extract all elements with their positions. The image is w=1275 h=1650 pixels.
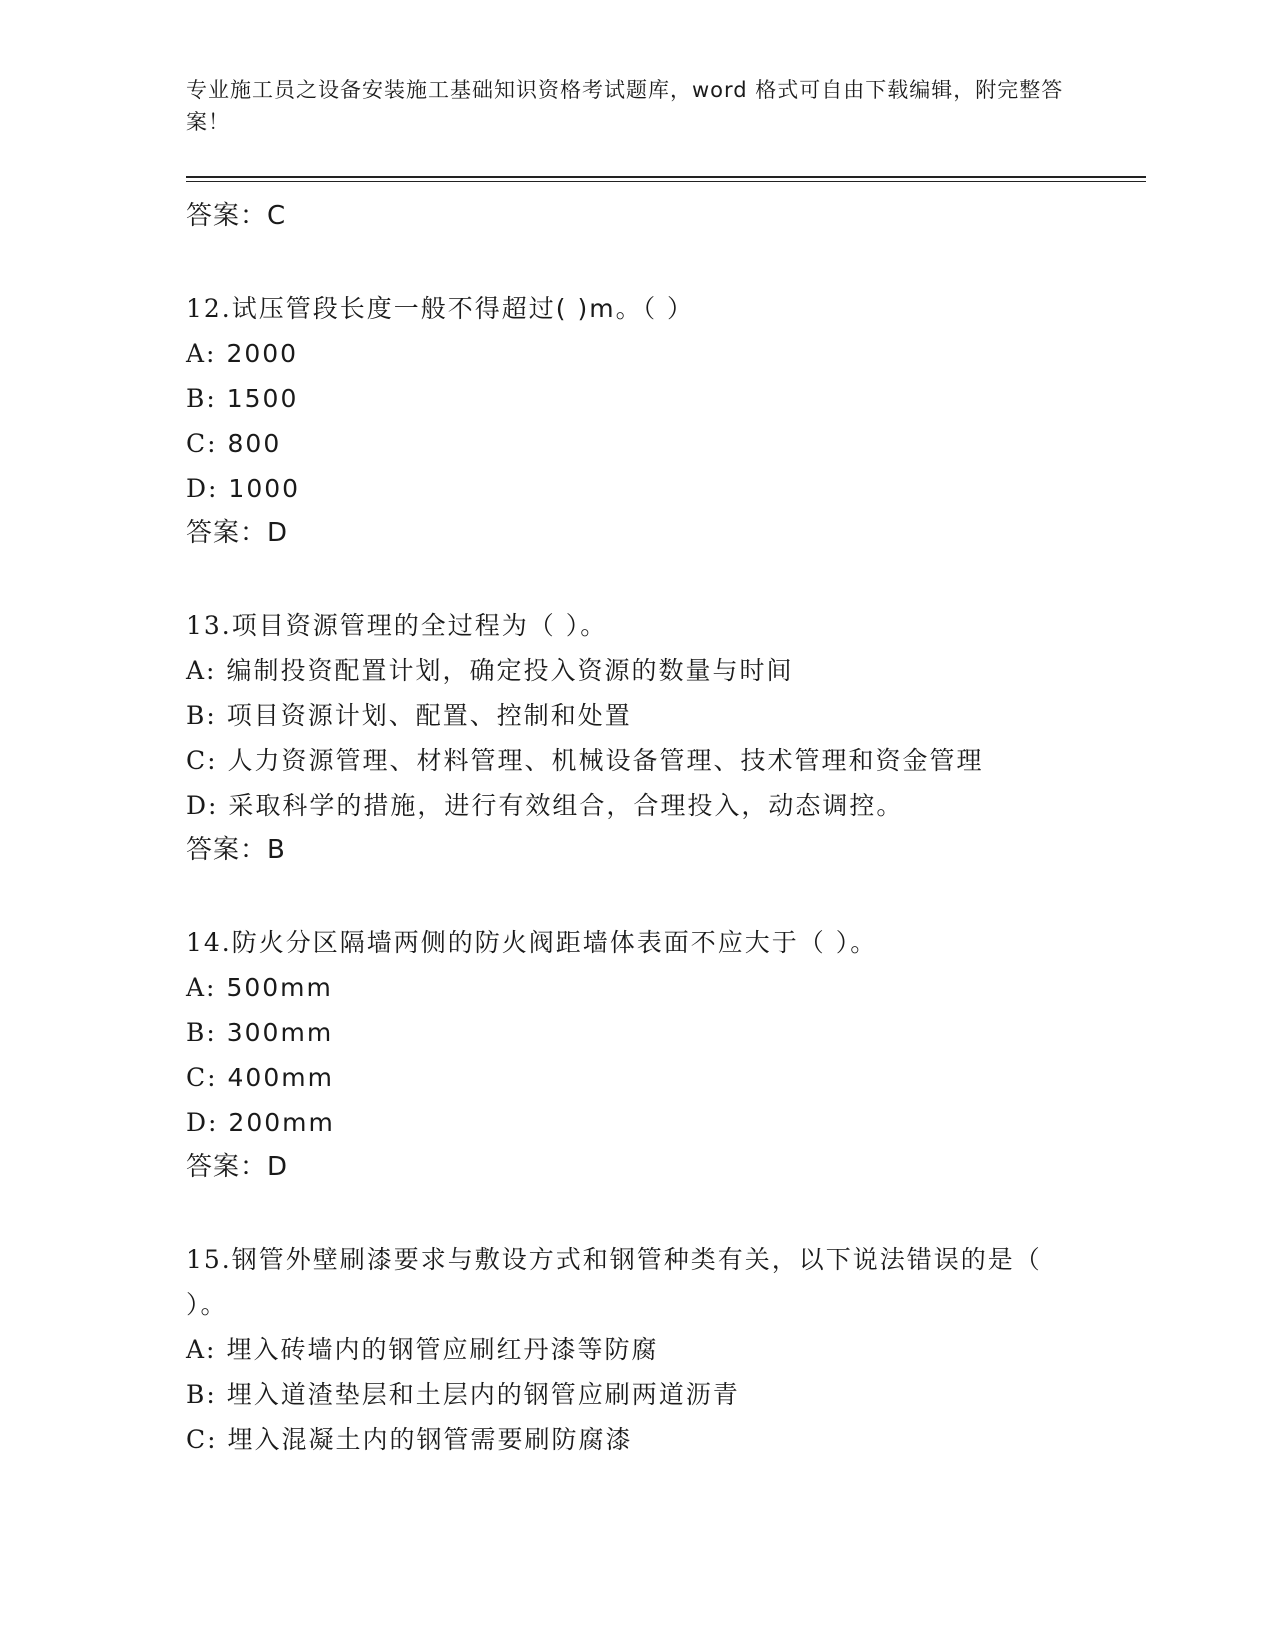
question-number: 12. <box>186 294 232 323</box>
option-d <box>186 1100 1146 1145</box>
question-text: 钢管外壁刷漆要求与敷设方式和钢管种类有关，以下说法错误的是（ ）。 <box>186 1245 1042 1319</box>
question-stem <box>186 286 1066 331</box>
question-stem <box>186 1237 1066 1327</box>
option-d <box>186 466 1146 511</box>
option-b <box>186 376 1146 421</box>
previous-answer: 答案：C <box>186 201 287 231</box>
option-text: 300mm <box>226 1018 334 1047</box>
option-key: C: <box>186 746 218 775</box>
divider-line-thick <box>186 176 1146 178</box>
option-key: C: <box>186 429 218 458</box>
option-key: A: <box>186 1335 217 1364</box>
option-a <box>186 648 1146 693</box>
option-text: 1500 <box>226 384 299 413</box>
option-c <box>186 1055 1146 1100</box>
document-header: 专业施工员之设备安装施工基础知识资格考试题库，word 格式可自由下载编辑，附完整答案！ <box>186 78 1064 134</box>
question-stem <box>186 920 1066 965</box>
question-text: 防火分区隔墙两侧的防火阀距墙体表面不应大于（ ）。 <box>231 928 878 957</box>
option-text: 埋入道渣垫层和土层内的钢管应刷两道沥青 <box>226 1380 740 1409</box>
option-key: B: <box>186 701 217 730</box>
option-key: D: <box>186 791 219 820</box>
option-a <box>186 331 1146 376</box>
answer: 答案：D <box>186 518 289 548</box>
option-key: D: <box>186 474 219 503</box>
option-key: B: <box>186 384 217 413</box>
option-text: 采取科学的措施，进行有效组合，合理投入，动态调控。 <box>228 791 904 820</box>
option-c <box>186 738 1146 783</box>
document-page <box>186 0 1146 1462</box>
header-divider <box>186 176 1146 182</box>
option-key: B: <box>186 1018 217 1047</box>
option-key: A: <box>186 973 217 1002</box>
option-b <box>186 1372 1146 1417</box>
option-text: 人力资源管理、材料管理、机械设备管理、技术管理和资金管理 <box>227 746 984 775</box>
divider-line-thin <box>186 181 1146 182</box>
question-number: 15. <box>186 1245 232 1274</box>
option-key: D: <box>186 1108 219 1137</box>
answer: 答案：D <box>186 1152 289 1182</box>
question-text: 项目资源管理的全过程为（ ）。 <box>231 611 608 640</box>
option-c <box>186 421 1146 466</box>
option-key: A: <box>186 656 217 685</box>
question-number: 13. <box>186 611 232 640</box>
option-text: 项目资源计划、配置、控制和处置 <box>226 701 632 730</box>
option-text: 400mm <box>227 1063 334 1092</box>
option-a <box>186 965 1146 1010</box>
option-text: 200mm <box>228 1108 335 1137</box>
question-12 <box>186 286 1146 555</box>
option-d <box>186 783 1146 828</box>
question-14 <box>186 920 1146 1189</box>
question-15 <box>186 1237 1146 1462</box>
option-c <box>186 1417 1146 1462</box>
option-a <box>186 1327 1146 1372</box>
option-text: 800 <box>227 429 282 458</box>
option-text: 1000 <box>228 474 301 503</box>
option-b <box>186 1010 1146 1055</box>
option-key: A: <box>186 339 217 368</box>
option-b <box>186 693 1146 738</box>
option-key: C: <box>186 1063 218 1092</box>
option-text: 埋入混凝土内的钢管需要刷防腐漆 <box>227 1425 633 1454</box>
option-text: 埋入砖墙内的钢管应刷红丹漆等防腐 <box>226 1335 659 1364</box>
option-text: 2000 <box>226 339 299 368</box>
option-text: 500mm <box>226 973 333 1002</box>
question-text: 试压管段长度一般不得超过( )m。（ ） <box>231 294 695 323</box>
option-text: 编制投资配置计划，确定投入资源的数量与时间 <box>226 656 794 685</box>
option-key: B: <box>186 1380 217 1409</box>
option-key: C: <box>186 1425 218 1454</box>
question-13 <box>186 603 1146 872</box>
answer: 答案：B <box>186 835 286 865</box>
question-number: 14. <box>186 928 232 957</box>
question-stem <box>186 603 1066 648</box>
